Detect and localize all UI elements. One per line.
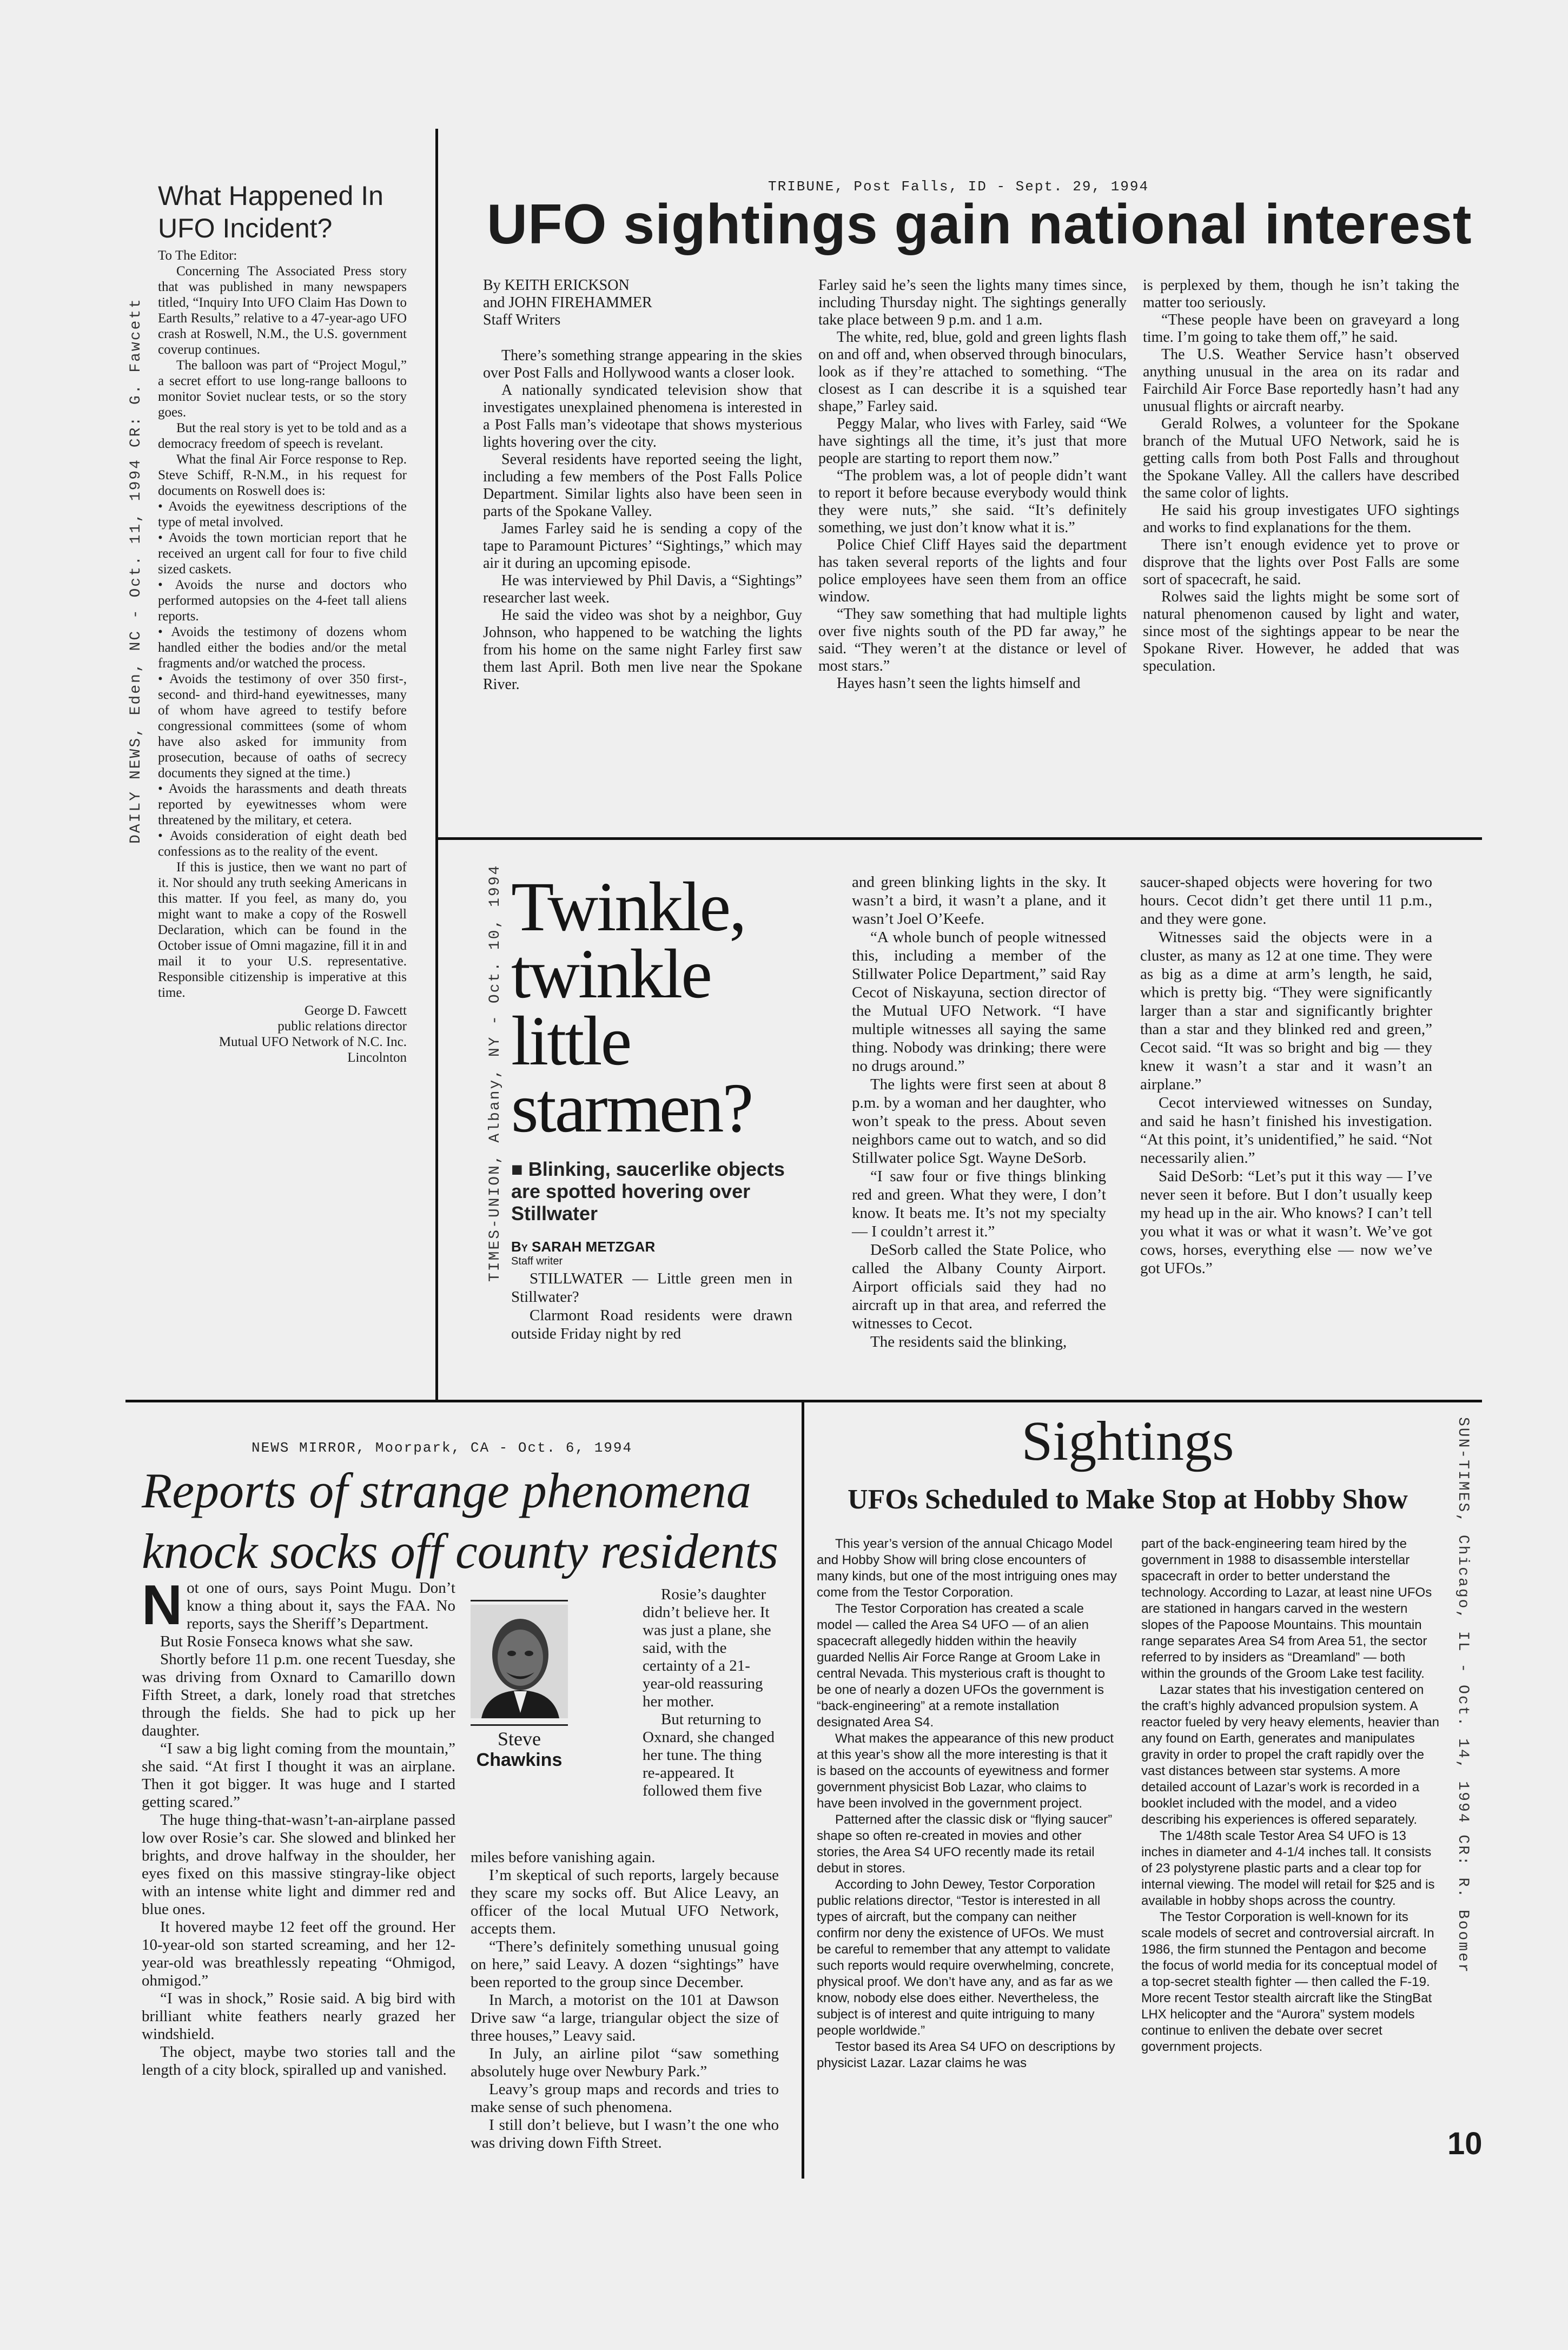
times-union-source-credit: TIMES-UNION, Albany, NY - Oct. 10, 1994 xyxy=(487,864,504,1282)
letter-signature-line: George D. Fawcett xyxy=(304,1003,407,1018)
news-mirror-paragraph: In July, an airline pilot “saw something absolutely huge over Newbury Park.” xyxy=(471,2045,779,2080)
news-mirror-paragraph: But returning to Oxnard, she changed her tune. The thing re-appeared. It followed them five xyxy=(643,1711,775,1799)
letter-bullet-item: • Avoids the town mortician report that he received an urgent call for four to five child sized caskets. xyxy=(158,531,407,577)
times-union-paragraph: Witnesses said the objects were in a cluster, as many as 12 at one time. They were as big as a dime at arm’s length, he said, which is pretty big. “They were significantly larger than a star and significantly brighter than a star and they blinked red and green,” Cecot said. “It was so bright and big — they knew it wasn’t a star and it wasn’t an airplane.” xyxy=(1140,929,1432,1093)
times-union-paragraph: “A whole bunch of people witnessed this, including a member of the Stillwater Police Department,” said Ray Cecot of Niskayuna, section director of the Mutual UFO Network. “I have multiple witnesses all saying the same thing. Nobody was drinking; there were no drugs around.” xyxy=(852,929,1106,1075)
news-mirror-dateline: NEWS MIRROR, Moorpark, CA - Oct. 6, 1994 xyxy=(252,1440,633,1456)
letter-bullet-item: • Avoids consideration of eight death bed confessions as to the reality of the event. xyxy=(158,829,407,859)
tribune-paragraph: There’s something strange appearing in the skies over Post Falls and Hollywood wants a closer look. xyxy=(483,347,802,381)
letter-signature-line: Mutual UFO Network of N.C. Inc. xyxy=(219,1035,407,1049)
news-mirror-paragraph: ot one of ours, says Point Mugu. Don’t know a thing about it, says the FAA. No reports, says the Sheriff’s Department. xyxy=(187,1579,455,1632)
tribune-paragraph: The white, red, blue, gold and green lights flash on and off and, when observed through binoculars, look as if they’re attached to something. “The closest as I can describe it is a squished tear shape,” Farley said. xyxy=(818,329,1127,415)
letter-paragraphs xyxy=(158,263,407,499)
tribune-byline-line: By KEITH ERICKSON xyxy=(483,277,630,294)
news-mirror-paragraph: “I was in shock,” Rosie said. A big bird with brilliant white feathers nearly grazed her windshield. xyxy=(142,1990,455,2043)
times-union-paragraph: DeSorb called the State Police, who called the Albany County Airport. Airport officials said they had no aircraft up in that area, and referred the witnesses to Cecot. xyxy=(852,1241,1106,1332)
tribune-byline xyxy=(483,277,802,329)
photo-caption-first-name: Steve xyxy=(498,1728,541,1750)
sun-times-headline: UFOs Scheduled to Make Stop at Hobby Show xyxy=(848,1484,1408,1515)
tribune-paragraph: Peggy Malar, who lives with Farley, said “We have sightings all the time, it’s just that more people are starting to report them now.” xyxy=(818,415,1127,467)
letter-bullet-item: • Avoids the harassments and death threats reported by eyewitnesses whom were threatened by the military, et cetera. xyxy=(158,782,407,828)
letter-bullet-item: • Avoids the nurse and doctors who performed autopsies on the 4-feet tall aliens reports. xyxy=(158,578,407,624)
news-mirror-paragraph: The object, maybe two stories tall and the length of a city block, spiralled up and vanished. xyxy=(142,2043,455,2078)
letter-bullet-list xyxy=(158,499,407,859)
tribune-paragraph: He said his group investigates UFO sightings and works to find explanations for the them. xyxy=(1143,502,1459,536)
tribune-paragraph: He was interviewed by Phil Davis, a “Sightings” researcher last week. xyxy=(483,572,802,606)
letter-signature-line: Lincolnton xyxy=(347,1050,407,1065)
letter-salutation: To The Editor: xyxy=(158,248,237,263)
news-mirror-headline: Reports of strange phenomena knock socks off county residents xyxy=(142,1463,778,1579)
letter-signature-line: public relations director xyxy=(277,1019,407,1034)
letter-bullet-item: • Avoids the testimony of over 350 first-, second- and third-hand eyewitnesses, many of whom have agreed to testify before congressional committees (some of whom have also asked for immunity from prosecution, because of oaths of secrecy documents they signed at the time.) xyxy=(158,672,407,780)
tribune-paragraph: Rolwes said the lights might be some sort of natural phenomenon caused by light and water, since most of the sightings appear to be near the Spokane River. However, he added that was speculation. xyxy=(1143,588,1459,674)
times-union-paragraph: saucer-shaped objects were hovering for two hours. Cecot didn’t get there until 11 p.m., and they were gone. xyxy=(1140,873,1432,928)
news-mirror-paragraph: The huge thing-that-wasn’t-an-airplane passed low over Rosie’s car. She slowed and blinked her brights, and drove halfway in the shoulder, her eyes fixed on this massive stingray-like object with an intense white light and dimmer red and blue ones. xyxy=(142,1811,455,1918)
tribune-paragraph: Police Chief Cliff Hayes said the department has taken several reports of the lights and four police employees have seen them from an office window. xyxy=(818,537,1127,605)
news-mirror-paragraph: In March, a motorist on the 101 at Dawson Drive saw “a large, triangular object the size of three houses,” Leavy said. xyxy=(471,1991,779,2044)
column-rule xyxy=(435,129,438,1402)
news-mirror-paragraph: It hovered maybe 12 feet off the ground. Her 10-year-old son started screaming, and her 12-year-old was breathlessly repeating “Ohmigod, ohmigod.” xyxy=(142,1918,455,1989)
tribune-paragraph: The U.S. Weather Service hasn’t observed anything unusual in the area on its radar and Fairchild Air Force Base reportedly hasn’t had any unusual flights or aircraft nearby. xyxy=(1143,346,1459,415)
times-union-headline: Twinkle, twinkle little starmen? xyxy=(511,868,752,1147)
letter-source-credit: DAILY NEWS, Eden, NC - Oct. 11, 1994 CR: G. Fawcett xyxy=(128,297,144,844)
sun-times-paragraph: According to John Dewey, Testor Corporation public relations director, “Testor is interested in all types of aircraft, but the company can neither confirm nor deny the existence of UFOs. We must be careful to remember that any attempt to validate such reports would require overwhelming, concrete, physical proof. We don’t have any, and as far as we know, nobody else does either. Nevertheless, the subject is of interest and quite intriguing to many people worldwide.” xyxy=(817,1877,1114,2038)
news-mirror-paragraph: “There’s definitely something unusual going on here,” said Leavy. A dozen “sightings” have been reported to the group since December. xyxy=(471,1938,779,1991)
times-union-column-3 xyxy=(1140,873,1432,1277)
news-mirror-dropcap: N xyxy=(142,1574,183,1637)
tribune-headline: UFO sightings gain national interest xyxy=(487,193,1472,256)
news-mirror-paragraph: Shortly before 11 p.m. one recent Tuesday, she was driving from Oxnard to Camarillo down Fifth Street, a dark, lonely road that stretches through the fields. She had to pick up her daughter. xyxy=(142,1651,455,1739)
times-union-paragraph: STILLWATER — Little green men in Stillwater? xyxy=(511,1270,792,1306)
column-rule xyxy=(802,1400,804,2179)
sun-times-paragraph: Testor based its Area S4 UFO on descriptions by physicist Lazar. Lazar claims he was xyxy=(817,2040,1115,2070)
times-union-byline: By SARAH METZGAR xyxy=(511,1239,656,1255)
letter-paragraph: What the final Air Force response to Rep. Steve Schiff, R-N.M., in his request for documents on Roswell does is: xyxy=(158,452,407,498)
sun-times-paragraph: Patterned after the classic disk or “flying saucer” shape so often re-created in movies and other stories, the Area S4 UFO recently made its retail debut in stores. xyxy=(817,1812,1113,1876)
tribune-paragraph: is perplexed by them, though he isn’t taking the matter too seriously. xyxy=(1143,277,1459,311)
sun-times-paragraph: part of the back-engineering team hired by the government in 1988 to disassemble interstellar spacecraft in order to better understand the technology. According to Lazar, at least nine UFOs are stationed in hangars carved in the western slopes of the Papoose Mountains. This mountain range separates Area S4 from Area 51, the sector referred to by insiders as “Dreamland” — both within the grounds of the Groom Lake test facility. xyxy=(1141,1537,1432,1681)
letter-title: What Happened In UFO Incident? xyxy=(158,181,383,243)
sun-times-paragraph: This year’s version of the annual Chicago Model and Hobby Show will bring close encounters of many kinds, but one of the most intriguing ones may come from the Testor Corporation. xyxy=(817,1537,1117,1600)
news-mirror-paragraph: miles before vanishing again. xyxy=(471,1849,656,1866)
news-mirror-column-2-narrow xyxy=(643,1586,778,1800)
columnist-photo xyxy=(471,1600,568,1784)
tribune-paragraph: A nationally syndicated television show that investigates unexplained phenomena is interested in a Post Falls man’s videotape that shows mysterious lights hovering over the city. xyxy=(483,382,802,451)
news-mirror-column-1 xyxy=(142,1574,455,2079)
tribune-paragraph: Gerald Rolwes, a volunteer for the Spokane branch of the Mutual UFO Network, said he is getting calls from both Post Falls and throughout the Spokane Valley. All the callers have described the same color of lights. xyxy=(1143,415,1459,501)
news-mirror-paragraph: Leavy’s group maps and records and tries to make sense of such phenomena. xyxy=(471,2081,779,2116)
times-union-column-1 xyxy=(511,868,792,1343)
times-union-paragraph: Said DeSorb: “Let’s put it this way — I’ve never seen it before. But I don’t usually keep my head up in the air. Who knows? I can’t tell you what it was or what it wasn’t. We’ve got cows, horses, everything else — now we’ve got UFOs.” xyxy=(1140,1168,1432,1277)
letter-bullet-item: • Avoids the testimony of dozens whom handled either the bodies and/or the metal fragments and/or watched the process. xyxy=(158,625,407,671)
letter-to-editor xyxy=(158,180,407,1065)
page-number: 10 xyxy=(1447,2126,1483,2161)
tribune-paragraph: James Farley said he is sending a copy of the tape to Paramount Pictures’ “Sightings,” which may air it during an upcoming episode. xyxy=(483,520,802,572)
news-mirror-column-2 xyxy=(471,1849,779,2152)
sun-times-paragraph: The Testor Corporation is well-known for its scale models of secret and controversial aircraft. In 1986, the firm stunned the Pentagon and become the focus of world media for its conceptual model of a top-secret stealth fighter — then called the F-19. More recent Testor stealth aircraft like the StingBat LHX helicopter and the “Aurora” system models continue to enliven the debate over secret government projects. xyxy=(1141,1910,1437,2054)
tribune-paragraph: “They saw something that had multiple lights over five nights south of the PD far away,” he said. “They weren’t at the distance or level of most stars.” xyxy=(818,606,1127,674)
section-rule xyxy=(435,837,1482,840)
photo-caption-last-name: Chawkins xyxy=(476,1750,563,1770)
letter-bullet-item: • Avoids the eyewitness descriptions of the type of metal involved. xyxy=(158,499,407,529)
times-union-column-2 xyxy=(852,873,1106,1351)
times-union-subhead: ■ Blinking, saucerlike objects are spotted hovering over Stillwater xyxy=(511,1158,785,1224)
tribune-paragraph: “The problem was, a lot of people didn’t want to report it before because everybody would think they were nuts,” she said. “It’s definitely something, we just don’t know what it is.” xyxy=(818,467,1127,536)
sun-times-column-1 xyxy=(817,1536,1117,2071)
columnist-portrait-image xyxy=(471,1605,568,1718)
tribune-paragraph: Hayes hasn’t seen the lights himself and xyxy=(837,675,1081,692)
letter-paragraph: Concerning The Associated Press story that was published in many newspapers titled, “Inquiry Into UFO Claim Has Down to Earth Results,” relative to a 47-year-ago UFO crash at Roswell, N.M., the U.S. government coverup continues. xyxy=(158,264,407,357)
times-union-paragraph: and green blinking lights in the sky. It wasn’t a bird, it wasn’t a plane, and it wasn’t Joel O’Keefe. xyxy=(852,873,1106,928)
times-union-paragraph: “I saw four or five things blinking red and green. What they were, I don’t know. It beats me. It’s not my specialty — I couldn’t arrest it.” xyxy=(852,1168,1106,1240)
news-mirror-paragraph: I still don’t believe, but I wasn’t the one who was driving down Fifth Street. xyxy=(471,2116,779,2152)
times-union-paragraph: Clarmont Road residents were drawn outside Friday night by red xyxy=(511,1307,792,1342)
news-mirror-paragraph: Rosie’s daughter didn’t believe her. It was just a plane, she said, with the certainty of a 21-year-old reassuring her mother. xyxy=(643,1586,771,1710)
sun-times-column-2 xyxy=(1141,1536,1441,2055)
sun-times-paragraph: The 1/48th scale Testor Area S4 UFO is 13 inches in diameter and 4-1/4 inches tall. It consists of 23 polystyrene plastic parts and a clear top for internal viewing. The model will retail for $25 and is available in hobby shops across the country. xyxy=(1141,1829,1435,1908)
letter-paragraph: But the real story is yet to be told and as a democracy freedom of speech is revelant. xyxy=(158,421,407,451)
sun-times-paragraph: What makes the appearance of this new product at this year’s show all the more interesting is that it is based on the accounts of eyewitness and former government physicist Bob Lazar, who claims to have been involved in the government project. xyxy=(817,1731,1114,1811)
times-union-paragraph: The lights were first seen at about 8 p.m. by a woman and her daughter, who won’t speak to the press. About seven neighbors came out to watch, and so did Stillwater police Sgt. Wayne DeSorb. xyxy=(852,1076,1106,1167)
tribune-paragraph: “These people have been on graveyard a long time. I’m going to take them off,” he said. xyxy=(1143,312,1459,346)
tribune-paragraph: There isn’t enough evidence yet to prove or disprove that the lights over Post Falls are some sort of spacecraft, he said. xyxy=(1143,537,1459,588)
sun-times-kicker: Sightings xyxy=(1021,1410,1234,1472)
sun-times-paragraph: Lazar states that his investigation centered on the craft’s highly advanced propulsion system. A reactor fueled by very heavy elements, heavier than any found on Earth, generates and manipulates gravity in order to propel the craft rapidly over the vast distances between star systems. A more detailed account of Lazar’s work is recorded in a booklet included with the model, and a video describing his experiences is offered separately. xyxy=(1141,1683,1439,1827)
times-union-paragraph: Cecot interviewed witnesses on Sunday, and said he hasn’t finished his investigation. “At this point, it’s unidentified,” he said. “Not necessarily alien.” xyxy=(1140,1094,1432,1167)
tribune-dateline: TRIBUNE, Post Falls, ID - Sept. 29, 1994 xyxy=(768,178,1149,195)
tribune-byline-line: and JOHN FIREHAMMER xyxy=(483,294,652,311)
letter-body xyxy=(158,248,407,1065)
tribune-byline-line: Staff Writers xyxy=(483,312,561,328)
sun-times-paragraph: The Testor Corporation has created a scale model — called the Area S4 UFO — of an alien spacecraft allegedly hidden within the heavily guarded Nellis Air Force Range at Groom Lake in central Nevada. This mysterious craft is thought to be one of nearly a dozen UFOs the government is “back-engineering” at a remote installation designated Area S4. xyxy=(817,1601,1106,1730)
letter-signature xyxy=(158,1003,407,1065)
news-mirror-paragraph: “I saw a big light coming from the mountain,” she said. “At first I thought it was an airplane. Then it got bigger. It was huge and I started getting scared.” xyxy=(142,1740,455,1811)
tribune-column-3 xyxy=(1143,277,1459,675)
tribune-paragraph: Farley said he’s seen the lights many times since, including Thursday night. The sightings generally take place between 9 p.m. and 1 a.m. xyxy=(818,277,1127,328)
times-union-paragraph: The residents said the blinking, xyxy=(870,1333,1067,1351)
tribune-column-1 xyxy=(483,277,802,693)
letter-closing: If this is justice, then we want no part of it. Nor should any truth seeking Americans in this matter. If you feel, as many do, you might want to make a copy of the Roswell Declaration, which can be found in the October issue of Omni magazine, fill it in and mail it to your U.S. representative. Responsible citizenship is imperative at this time. xyxy=(158,860,407,1000)
letter-paragraph: The balloon was part of “Project Mogul,” a secret effort to use long-range balloons to monitor Soviet nuclear tests, or so the story goes. xyxy=(158,358,407,420)
tribune-column-2 xyxy=(818,277,1127,692)
news-mirror-paragraph: I’m skeptical of such reports, largely because they scare my socks off. But Alice Leavy, an officer of the local Mutual UFO Network, accepts them. xyxy=(471,1866,779,1937)
sun-times-source-credit: SUN-TIMES, Chicago, IL - Oct. 14, 1994 CR: R. Boomer xyxy=(1454,1417,1471,1974)
times-union-byline-role: Staff writer xyxy=(511,1255,563,1267)
tribune-paragraph: He said the video was shot by a neighbor, Guy Johnson, who happened to be watching the lights from his home on the same night Farley first saw them last April. Both men live near the Spokane River. xyxy=(483,607,802,693)
tribune-paragraph: Several residents have reported seeing the light, including a few members of the Post Falls Police Department. Similar lights also have been seen in parts of the Spokane Valley. xyxy=(483,451,802,520)
news-mirror-paragraph: But Rosie Fonseca knows what she saw. xyxy=(160,1633,413,1650)
